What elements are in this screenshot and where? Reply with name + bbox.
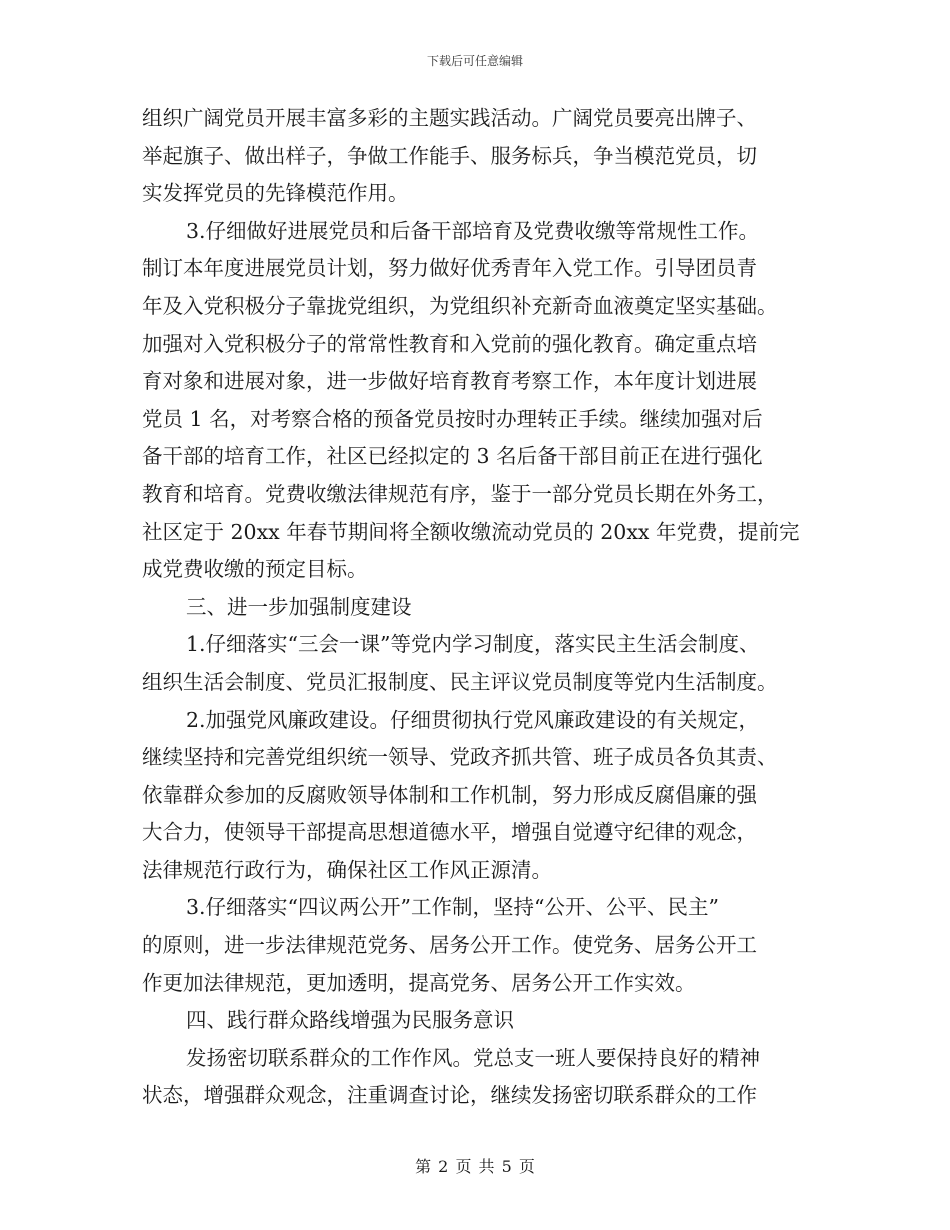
- text-line: 作更加法律规范，更加透明，提高党务、居务公开工作实效。: [142, 970, 696, 995]
- text-line: 3.仔细落实“四议两公开”工作制，坚持“公开、公平、民主”: [186, 895, 719, 920]
- text-line: 依靠群众参加的反腐败领导体制和工作机制，努力形成反腐倡廉的强: [142, 782, 757, 807]
- text-line: 育对象和进展对象，进一步做好培育教育考察工作，本年度计划进展: [142, 369, 757, 394]
- text-line: 社区定于 20xx 年春节期间将全额收缴流动党员的 20xx 年党费，提前完: [142, 519, 800, 544]
- text-line: 实发挥党员的先锋模范作用。: [142, 181, 409, 206]
- text-line: 教育和培育。党费收缴法律规范有序，鉴于一部分党员长期在外务工，: [142, 481, 778, 506]
- text-line: 制订本年度进展党员计划，努力做好优秀青年入党工作。引导团员青: [142, 256, 757, 281]
- text-line: 年及入党积极分子靠拢党组织，为党组织补充新奇血液奠定坚实基础。: [142, 293, 778, 318]
- text-line: 发扬密切联系群众的工作作风。党总支一班人要保持良好的精神: [186, 1045, 760, 1070]
- text-line: 状态，增强群众观念，注重调查讨论，继续发扬密切联系群众的工作: [142, 1083, 757, 1108]
- text-line: 备干部的培育工作，社区已经拟定的 3 名后备干部目前正在进行强化: [142, 444, 763, 469]
- text-line: 大合力，使领导干部提高思想道德水平，增强自觉遵守纪律的观念，: [142, 820, 757, 845]
- text-line: 党员 1 名，对考察合格的预备党员按时办理转正手续。继续加强对后: [142, 406, 763, 431]
- text-line: 的原则，进一步法律规范党务、居务公开工作。使党务、居务公开工: [142, 933, 757, 958]
- text-line: 法律规范行政行为，确保社区工作风正源清。: [142, 857, 552, 882]
- text-line: 举起旗子、做出样子，争做工作能手、服务标兵，争当模范党员，切: [142, 143, 757, 168]
- text-line: 三、进一步加强制度建设: [186, 594, 412, 619]
- text-line: 成党费收缴的预定目标。: [142, 557, 368, 582]
- text-line: 1.仔细落实“三会一课”等党内学习制度，落实民主生活会制度、: [186, 632, 760, 657]
- text-line: 四、践行群众路线增强为民服务意识: [186, 1008, 514, 1033]
- document-body: [142, 100, 814, 1115]
- page-footer: 第 2 页 共 5 页: [415, 1157, 535, 1176]
- text-line: 组织生活会制度、党员汇报制度、民主评议党员制度等党内生活制度。: [142, 669, 778, 694]
- text-line: 组织广阔党员开展丰富多彩的主题实践活动。广阔党员要亮出牌子、: [142, 106, 757, 130]
- text-line: 加强对入党积极分子的常常性教育和入党前的强化教育。确定重点培: [142, 331, 757, 356]
- text-line: 继续坚持和完善党组织统一领导、党政齐抓共管、班子成员各负其责、: [142, 745, 778, 770]
- text-line: 3.仔细做好进展党员和后备干部培育及党费收缴等常规性工作。: [186, 218, 760, 243]
- text-line: 2.加强党风廉政建设。仔细贯彻执行党风廉政建设的有关规定，: [186, 707, 760, 732]
- page-header: 下载后可任意编辑: [426, 54, 523, 68]
